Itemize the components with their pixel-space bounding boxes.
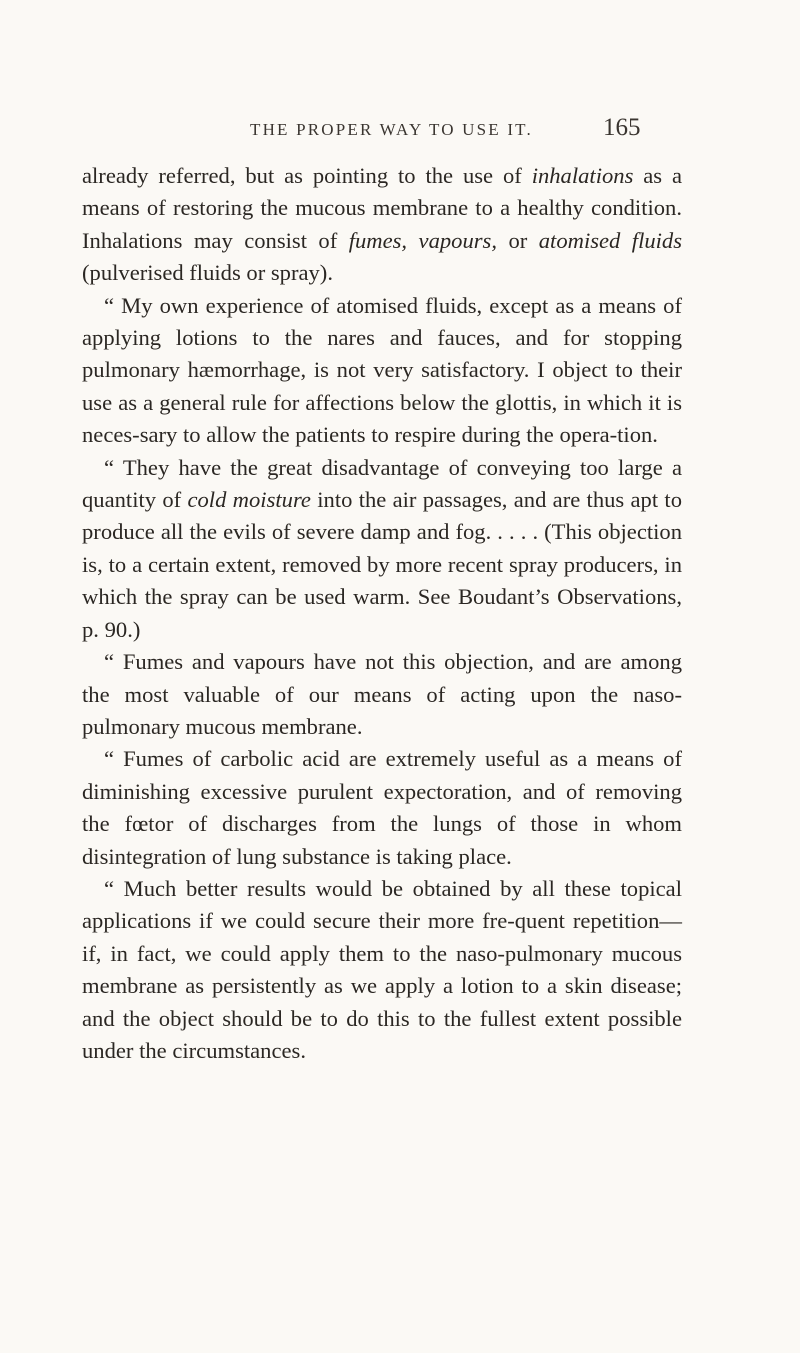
text-run: as a means of restoring the mucous membrane to a healthy condition. Inhalations may consist of bbox=[82, 163, 682, 253]
italic-text-run: atomised fluids bbox=[538, 227, 683, 253]
text-run: “ Fumes and vapours have not this objection, and are among the most valuable of our means of acting upon the naso-pulmonary mucous membrane. bbox=[82, 649, 682, 739]
text-run: already referred, but as pointing to the use of bbox=[82, 163, 532, 188]
italic-text-run: cold moisture bbox=[187, 487, 311, 513]
paragraph bbox=[82, 873, 682, 1067]
page-number: 165 bbox=[603, 114, 641, 141]
text-run: “ They have the great disadvantage of conveying too large a quantity of bbox=[82, 454, 682, 513]
text-run: “ My own experience of atomised fluids, except as a means of applying lotions to the nares and fauces, and for stopping pulmonary hæmorrhage, is not very satisfactory. I object to their use as a general rule for affections below the glottis, in which it is neces-sary to allow the patients to respire during the opera-tion. bbox=[82, 292, 682, 448]
paragraph bbox=[82, 452, 682, 646]
paragraph bbox=[82, 743, 682, 873]
text-run: or bbox=[497, 227, 539, 253]
text-run: (pulverised fluids or spray). bbox=[82, 260, 333, 286]
text-run: “ Much better results would be obtained by all these topical applications if we could secure their more fre-quent repetition—if, in fact, we could apply them to the naso-pulmonary mucous membrane as persistently as we apply a lotion to a skin disease; and the object should be to do this to the fullest extent possible under the circumstances. bbox=[82, 875, 682, 1063]
italic-text-run: inhalations bbox=[531, 163, 634, 188]
paragraph bbox=[82, 160, 682, 290]
body-text bbox=[82, 160, 682, 1067]
paragraph bbox=[82, 290, 682, 452]
italic-text-run: fumes, vapours, bbox=[348, 227, 497, 253]
text-run: into the air passages, and are thus apt to produce all the evils of severe damp and fog. . . . . (This objection is, to a certain extent, removed by more recent spray producers, in which the spray can be used warm. See Boudant’s Observations, p. 90.) bbox=[82, 487, 682, 642]
text-run: “ Fumes of carbolic acid are extremely useful as a means of diminishing excessive purulent expectoration, and of removing the fœtor of discharges from the lungs of those in whom disintegration of lung substance is taking place. bbox=[82, 746, 682, 869]
running-head: THE PROPER WAY TO USE IT. bbox=[250, 120, 533, 139]
paragraph bbox=[82, 646, 682, 743]
